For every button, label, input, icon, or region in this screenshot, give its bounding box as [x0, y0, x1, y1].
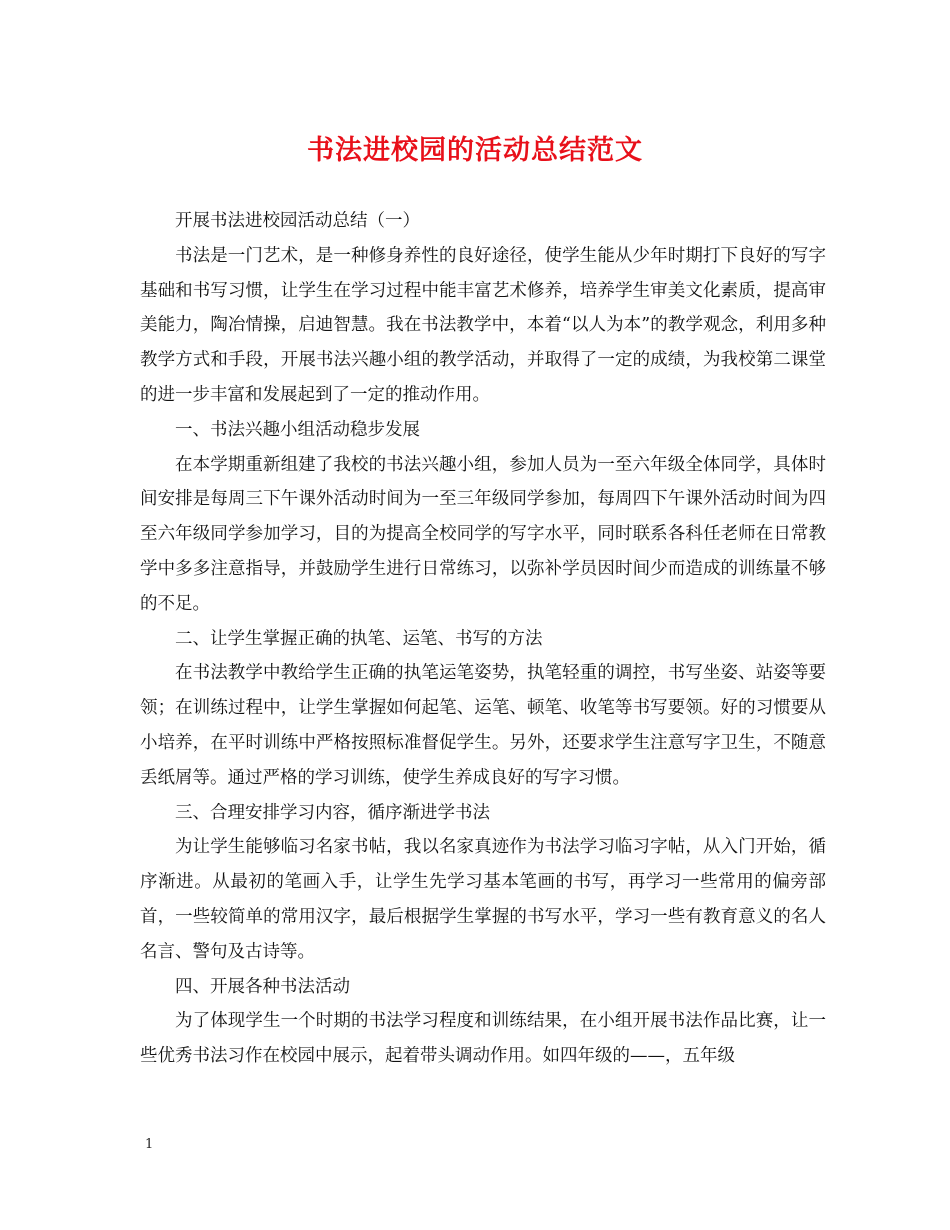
section-heading-4: 四、开展各种书法活动 [175, 976, 350, 997]
section-heading-1: 一、书法兴趣小组活动稳步发展 [175, 419, 420, 440]
paragraph-intro: 书法是一门艺术，是一种修身养性的良好途径，使学生能从少年时期打下良好的写字基础和书写习惯，让学生在学习过程中能丰富艺术修养，培养学生审美文化素质，提高审美能力，陶冶情操，启迪智慧。我在书法教学中，本着“以人为本”的教学观念，利用多种教学方式和手段，开展书法兴趣小组的教学活动，并取得了一定的成绩，为我校第二课堂的进一步丰富和发展起到了一定的推动作用。 [140, 245, 826, 405]
section-heading-2: 二、让学生掌握正确的执笔、运笔、书写的方法 [175, 628, 543, 649]
paragraph-subtitle: 开展书法进校园活动总结（一） [175, 211, 420, 231]
document-body [140, 204, 826, 1074]
document-title: 书法进校园的活动总结范文 [307, 135, 643, 166]
paragraph-section-1: 在本学期重新组建了我校的书法兴趣小组，参加人员为一至六年级全体同学，具体时间安排是每周三下午课外活动时间为一至三年级同学参加，每周四下午课外活动时间为四至六年级同学参加学习，目的为提高全校同学的写字水平，同时联系各科任老师在日常教学中多多注意指导，并鼓励学生进行日常练习，以弥补学员因时间少而造成的训练量不够的不足。 [140, 454, 826, 614]
paragraph-section-4: 为了体现学生一个时期的书法学习程度和训练结果，在小组开展书法作品比赛，让一些优秀书法习作在校园中展示，起着带头调动作用。如四年级的——，五年级 [140, 1011, 826, 1067]
section-heading-3: 三、合理安排学习内容，循序渐进学书法 [175, 802, 490, 823]
page-number: 1 [145, 1137, 154, 1152]
paragraph-section-2: 在书法教学中教给学生正确的执笔运笔姿势，执笔轻重的调控，书写坐姿、站姿等要领；在训练过程中，让学生掌握如何起笔、运笔、顿笔、收笔等书写要领。好的习惯要从小培养，在平时训练中严格按照标准督促学生。另外，还要求学生注意写字卫生，不随意丢纸屑等。通过严格的学习训练，使学生养成良好的写字习惯。 [140, 663, 826, 788]
paragraph-section-3: 为让学生能够临习名家书帖，我以名家真迹作为书法学习临习字帖，从入门开始，循序渐进。从最初的笔画入手，让学生先学习基本笔画的书写，再学习一些常用的偏旁部首，一些较简单的常用汉字，最后根据学生掌握的书写水平，学习一些有教育意义的名人名言、警句及古诗等。 [140, 837, 826, 962]
